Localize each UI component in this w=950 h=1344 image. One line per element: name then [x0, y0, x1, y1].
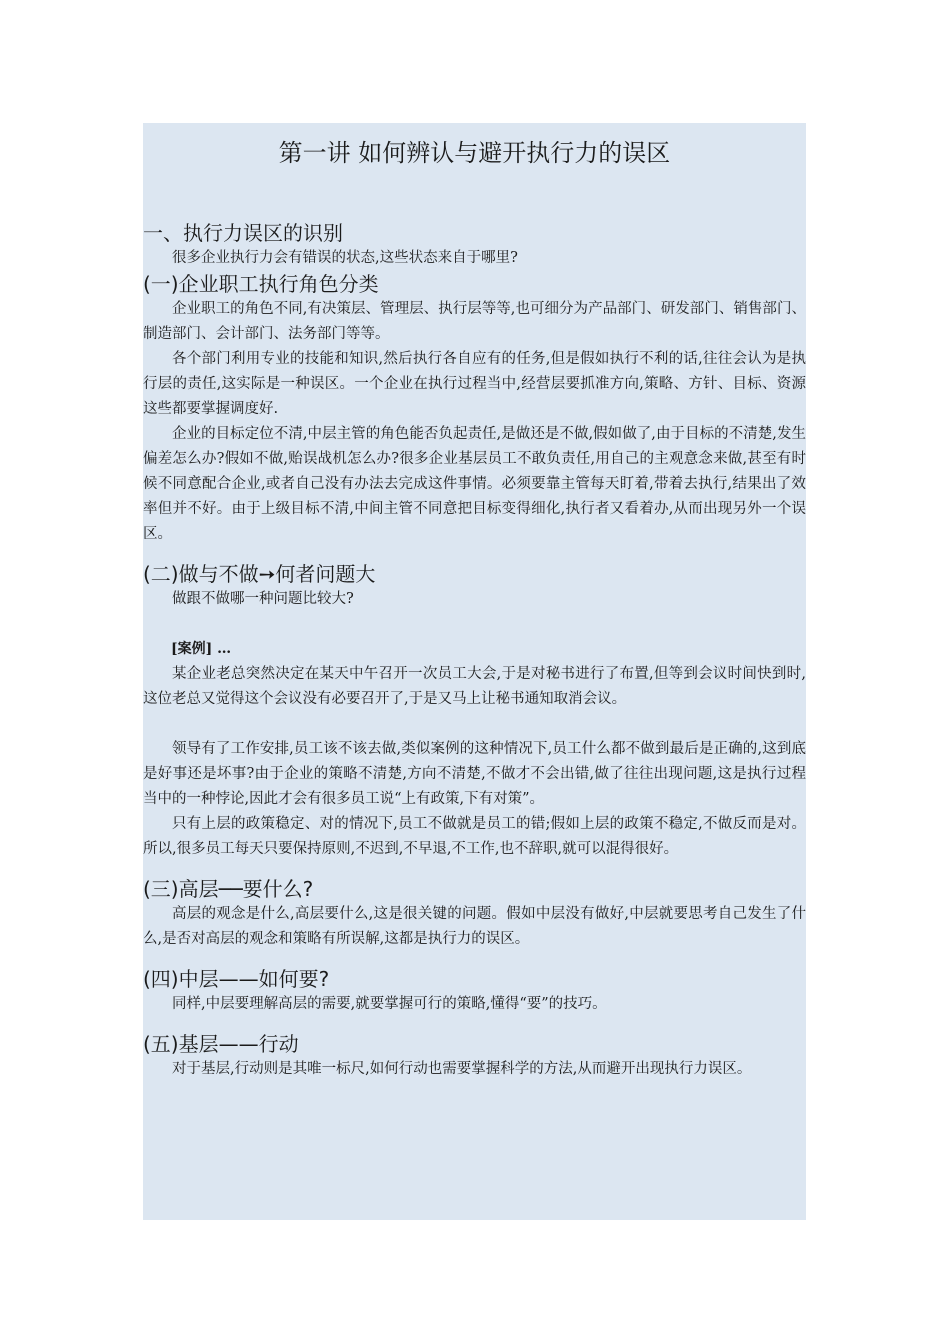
paragraph: 领导有了工作安排,员工该不该去做,类似案例的这种情况下,员工什么都不做到最后是正确的,这到底是好事还是坏事?由于企业的策略不清楚,方向不清楚,不做才不会出错,做了往往出现问题,这是执行过程当中的一种悖论,因此才会有很多员工说“上有政策,下有对策”。	[143, 741, 806, 807]
paragraph: 只有上层的政策稳定、对的情况下,员工不做就是员工的错;假如上层的政策不稳定,不做反而是对。所以,很多员工每天只要保持原则,不迟到,不早退,不工作,也不辞职,就可以混得很好。	[143, 816, 806, 857]
paragraph: 高层的观念是什么,高层要什么,这是很关键的问题。假如中层没有做好,中层就要思考自己发生了什么,是否对高层的观念和策略有所误解,这都是执行力的误区。	[143, 906, 806, 947]
subsection-heading-5: (五)基层——行动	[143, 1032, 299, 1056]
blank-line	[143, 712, 806, 737]
blank-line	[143, 862, 806, 876]
paragraph: 对于基层,行动则是其唯一标尺,如何行动也需要掌握科学的方法,从而避开出现执行力误区。	[172, 1061, 752, 1077]
page-title: 第一讲 如何辨认与避开执行力的误区	[278, 139, 671, 167]
paragraph: 企业的目标定位不清,中层主管的角色能否负起责任,是做还是不做,假如做了,由于目标的不清楚,发生偏差怎么办?假如不做,贻误战机怎么办?很多企业基层员工不敢负责任,用自己的主观意念来做,甚至有时候不同意配合企业,或者自己没有办法去完成这件事情。必须要靠主管每天盯着,带着去执行,结果出了效率但并不好。由于上级目标不清,中间主管不同意把目标变得细化,执行者又看着办,从而出现另外一个误区。	[143, 426, 806, 542]
paragraph: 企业职工的角色不同,有决策层、管理层、执行层等等,也可细分为产品部门、研发部门、销售部门、制造部门、会计部门、法务部门等等。	[143, 301, 806, 342]
blank-line	[143, 1017, 806, 1031]
blank-line	[143, 547, 806, 561]
blank-line	[143, 952, 806, 966]
blank-line	[143, 173, 806, 220]
case-paragraph: 某企业老总突然决定在某天中午召开一次员工大会,于是对秘书进行了布置,但等到会议时间快到时,这位老总又觉得这个会议没有必要召开了,于是又马上让秘书通知取消会议。	[143, 666, 806, 707]
section-intro: 很多企业执行力会有错误的状态,这些状态来自于哪里?	[172, 250, 518, 266]
case-label: [案例] …	[171, 641, 232, 657]
paragraph: 做跟不做哪一种问题比较大?	[172, 591, 354, 607]
document-page	[143, 123, 806, 1220]
blank-line	[143, 612, 806, 637]
paragraph: 各个部门利用专业的技能和知识,然后执行各自应有的任务,但是假如执行不利的话,往往会认为是执行层的责任,这实际是一种误区。一个企业在执行过程当中,经营层要抓准方向,策略、方针、目标、资源这些都要掌握调度好.	[143, 351, 806, 417]
subsection-heading-4: (四)中层——如何要?	[143, 967, 330, 991]
subsection-heading-3: (三)高层──要什么?	[143, 877, 314, 901]
subsection-heading-1: (一)企业职工执行角色分类	[143, 272, 379, 296]
paragraph: 同样,中层要理解高层的需要,就要掌握可行的策略,懂得“要”的技巧。	[172, 996, 607, 1012]
subsection-heading-2: (二)做与不做➙何者问题大	[143, 562, 376, 586]
section-heading-1: 一、执行力误区的识别	[143, 221, 343, 245]
